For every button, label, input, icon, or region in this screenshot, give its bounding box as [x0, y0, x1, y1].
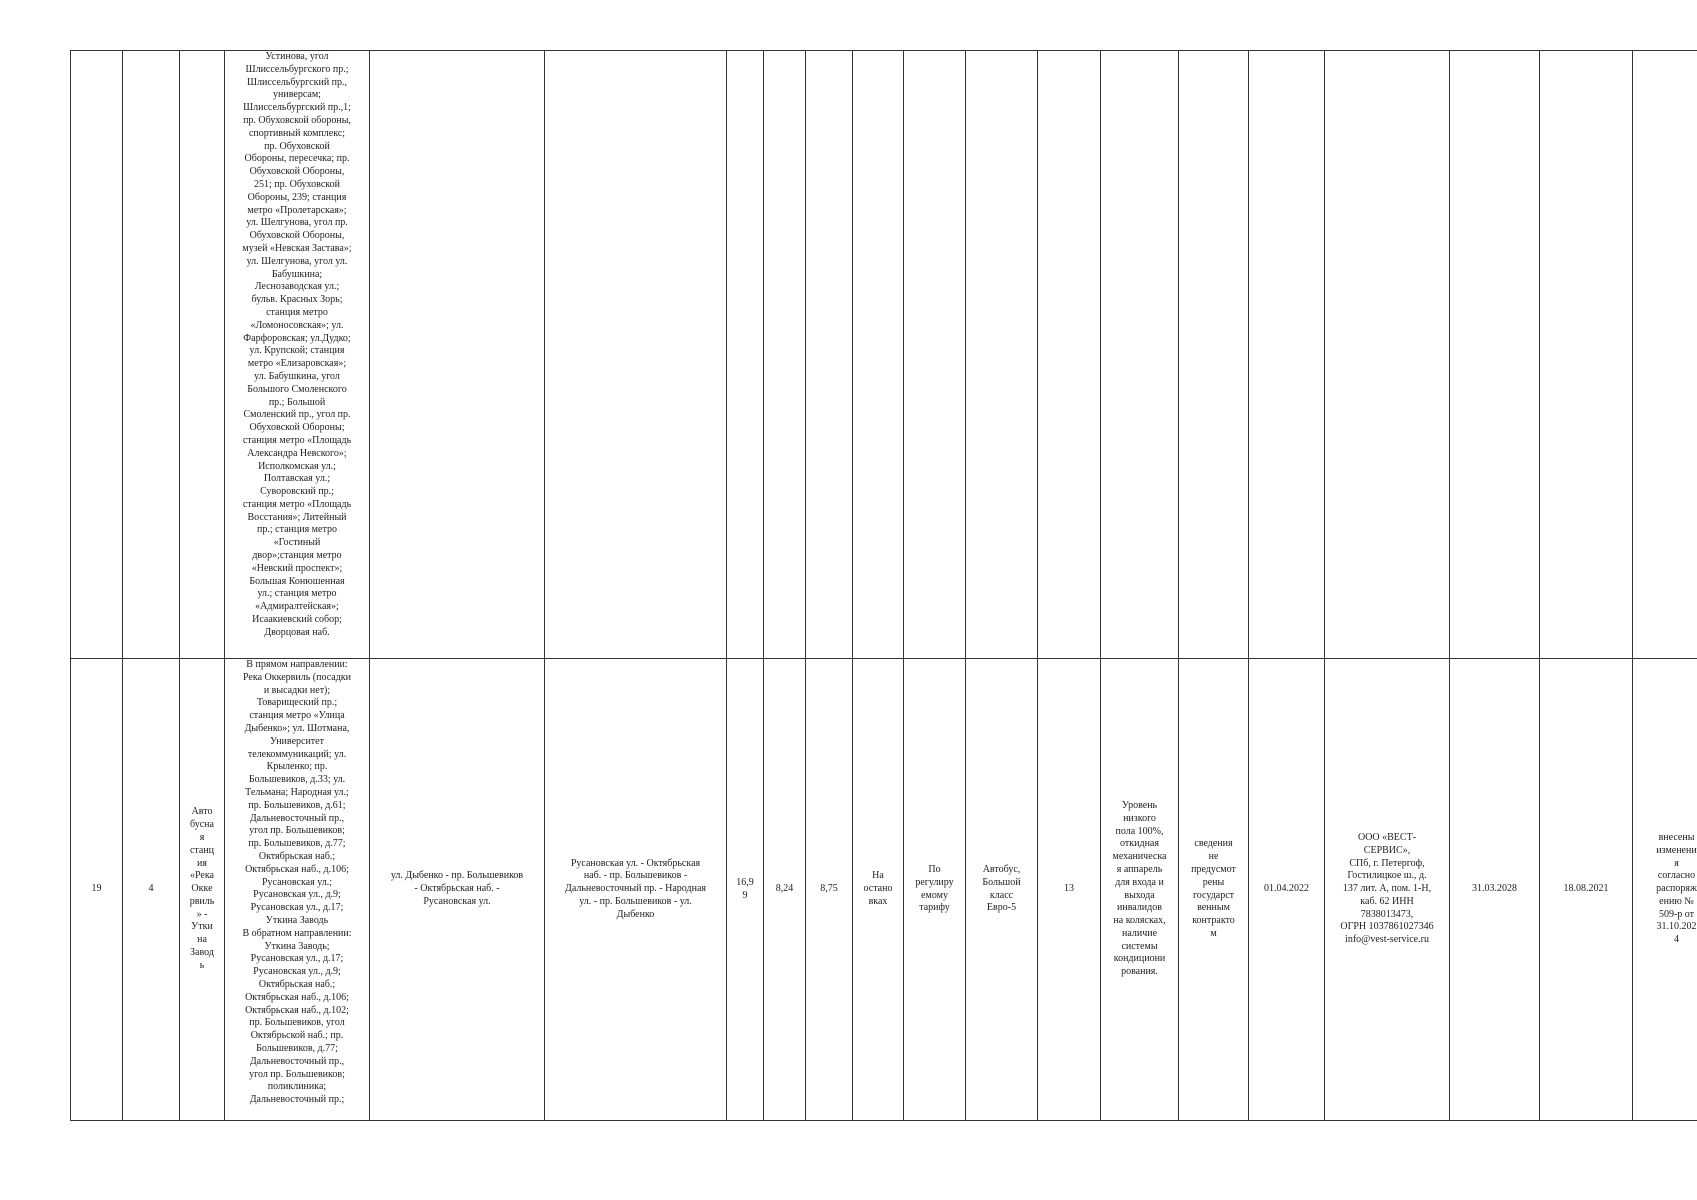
cell-length-forward	[764, 51, 806, 659]
table-row	[71, 51, 1697, 659]
cell-streets-backward	[545, 51, 727, 659]
cell-start-date	[1249, 51, 1325, 659]
cell-streets-forward: ул. Дыбенко - пр. Большевиков - Октябрьская наб. - Русановская ул.	[370, 659, 545, 1121]
cell-end-date: 31.03.2028	[1450, 659, 1540, 1121]
cell-reg-no	[71, 51, 123, 659]
cell-stops: В прямом направлении: Река Оккервиль (посадки и высадки нет); Товарищеский пр.; станция метро «Улица Дыбенко»; ул. Шотмана, Университет телекоммуникаций; ул. Крыленко; пр. Большевиков, д.33; ул. Тельмана; Народная ул.; пр. Большевиков, д.61; Дальневосточный пр., угол пр. Большевиков; пр. Большевиков, д.77; Октябрьская наб.; Октябрьская наб., д.106; Русановская ул.; Русановская ул., д.9; Русановская ул., д.17; Уткина Заводь В обратном направлении: Уткина Заводь; Русановская ул., д.17; Русановская ул., д.9; Октябрьская наб.; Октябрьская наб., д.106; Октябрьская наб., д.102; пр. Большевиков, угол Октябрьской наб.; пр. Большевиков, д.77; Дальневосточный пр., угол пр. Большевиков; поликлиника; Дальневосточный пр.;	[225, 659, 370, 1121]
cell-route-name: Авто бусна я станц ия «Река Окке рвиль » - Утки на Завод ь	[180, 659, 225, 1121]
table-row	[71, 659, 1697, 1121]
cell-carrier	[1325, 51, 1450, 659]
cell-vehicle-count: 13	[1038, 659, 1101, 1121]
cell-characteristics	[1101, 51, 1179, 659]
cell-length-backward: 8,75	[806, 659, 853, 1121]
cell-route-name	[180, 51, 225, 659]
cell-length-total: 16,9 9	[727, 659, 764, 1121]
cell-notes	[1633, 51, 1697, 659]
cell-stop-order	[853, 51, 904, 659]
cell-streets-backward: Русановская ул. - Октябрьская наб. - пр. Большевиков - Дальневосточный пр. - Народная ул. - пр. Большевиков - ул. Дыбенко	[545, 659, 727, 1121]
cell-length-backward	[806, 51, 853, 659]
cell-tariff: По регулиру емому тарифу	[904, 659, 966, 1121]
cell-contract-info: сведения не предусмот рены государст венным контракто м	[1179, 659, 1249, 1121]
cell-end-date	[1450, 51, 1540, 659]
cell-route-no: 4	[123, 659, 180, 1121]
cell-characteristics: Уровень низкого пола 100%, откидная механическа я аппарель для входа и выхода инвалидов на колясках, наличие системы кондициони рования.	[1101, 659, 1179, 1121]
cell-contract-info	[1179, 51, 1249, 659]
cell-change-date	[1540, 51, 1633, 659]
cell-notes: внесены изменени я согласно распоряж ению № 509-р от 31.10.202 4	[1633, 659, 1697, 1121]
cell-length-total	[727, 51, 764, 659]
cell-length-forward: 8,24	[764, 659, 806, 1121]
cell-carrier: ООО «ВЕСТ- СЕРВИС», СПб, г. Петергоф, Гостилицкое ш., д. 137 лит. А, пом. 1-Н, каб. 62 ИНН 7838013473, ОГРН 1037861027346 info@vest-service.ru	[1325, 659, 1450, 1121]
cell-reg-no: 19	[71, 659, 123, 1121]
cell-streets-forward	[370, 51, 545, 659]
cell-tariff	[904, 51, 966, 659]
cell-start-date: 01.04.2022	[1249, 659, 1325, 1121]
route-register-table	[70, 50, 1697, 1121]
cell-vehicle-count	[1038, 51, 1101, 659]
cell-route-no	[123, 51, 180, 659]
cell-stop-order: На остано вках	[853, 659, 904, 1121]
cell-stops: Устинова, угол Шлиссельбургского пр.; Шлиссельбургский пр., универсам; Шлиссельбургский пр.,1; пр. Обуховской обороны, спортивный комплекс; пр. Обуховской Обороны, пересечка; пр. Обуховской Обороны, 251; пр. Обуховской Обороны, 239; станция метро «Пролетарская»; ул. Шелгунова, угол пр. Обуховской Обороны, музей «Невская Застава»; ул. Шелгунова, угол ул. Бабушкина; Леснозаводская ул.; бульв. Красных Зорь; станция метро «Ломоносовская»; ул. Фарфоровская; ул.Дудко; ул. Крупской; станция метро «Елизаровская»; ул. Бабушкина, угол Большого Смоленского пр.; Большой Смоленский пр., угол пр. Обуховской Обороны; станция метро «Площадь Александра Невского»; Исполкомская ул.; Полтавская ул.; Суворовский пр.; станция метро «Площадь Восстания»; Литейный пр.; станция метро «Гостиный двор»;станция метро «Невский проспект»; Большая Конюшенная ул.; станция метро «Адмиралтейская»; Исаакиевский собор; Дворцовая наб.	[225, 51, 370, 659]
cell-vehicle	[966, 51, 1038, 659]
cell-vehicle: Автобус, Большой класс Евро-5	[966, 659, 1038, 1121]
cell-change-date: 18.08.2021	[1540, 659, 1633, 1121]
